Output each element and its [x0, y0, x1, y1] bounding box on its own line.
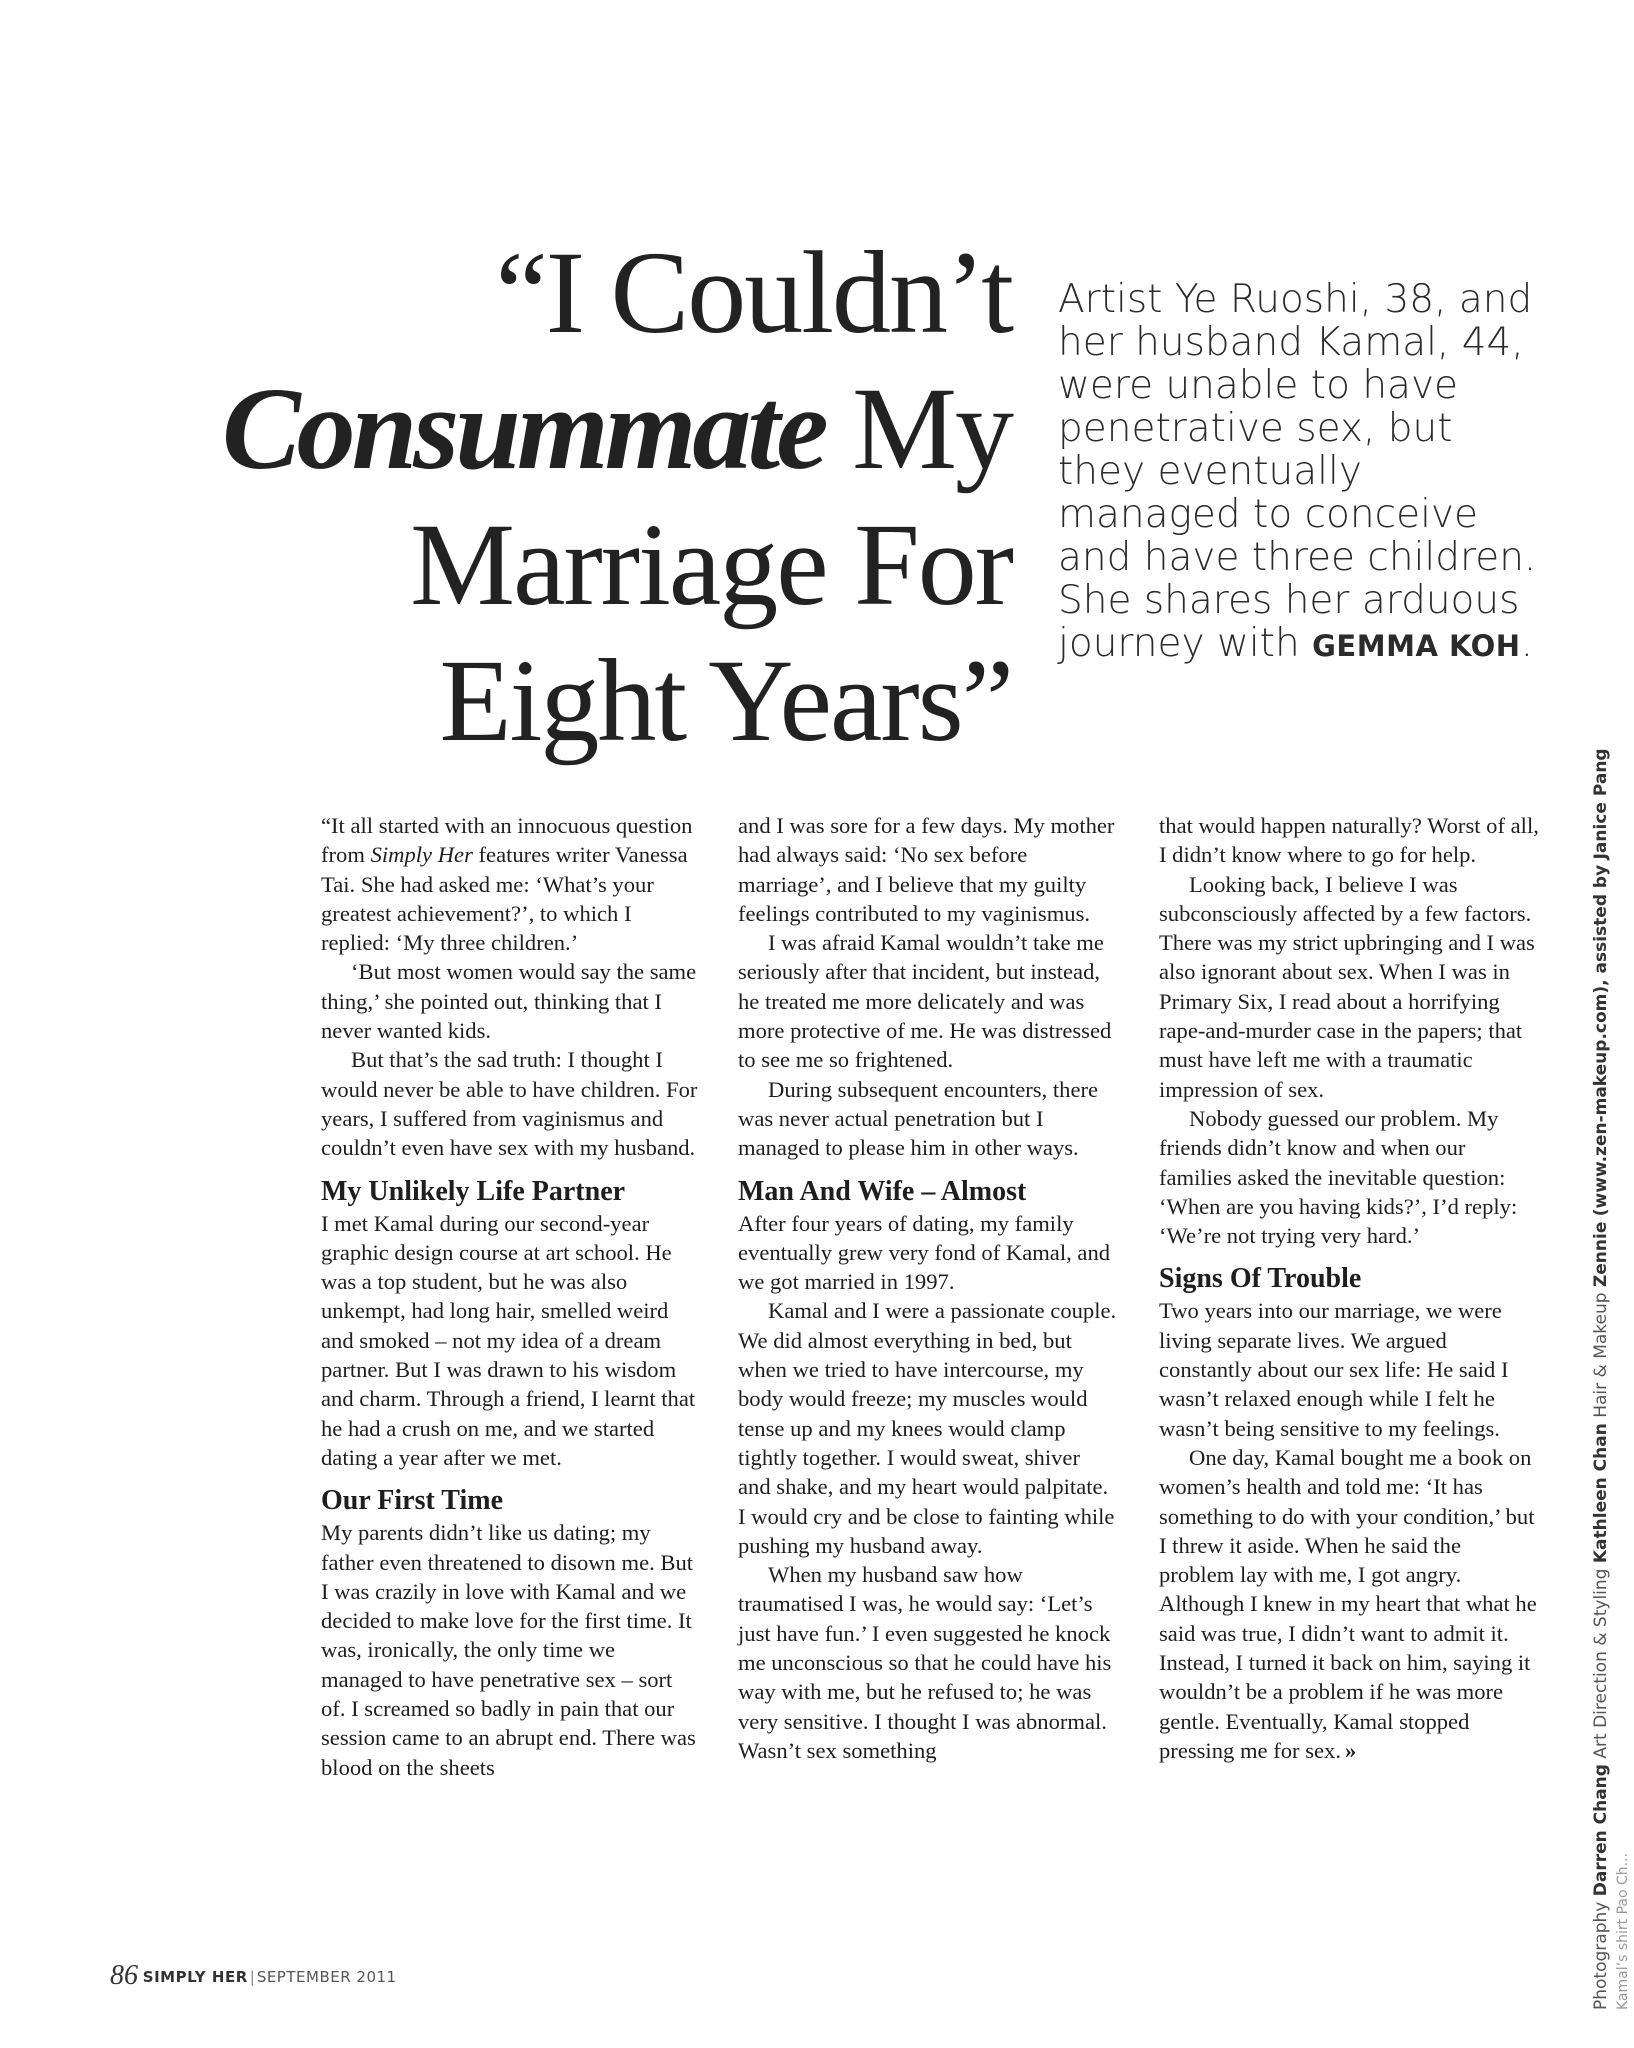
headline-line-1: [12, 225, 1012, 361]
article-column-3: [1159, 811, 1539, 1765]
page-number: 86: [110, 1960, 138, 1991]
credit-name: Zennie: [1591, 1221, 1611, 1288]
paragraph: I was afraid Kamal wouldn’t take me seriously after that incident, but instead, he treated me more delicately and was more protective of me. He was distressed to see me so frightened.: [738, 930, 1112, 1073]
paragraph: that would happen naturally? Worst of all, I didn’t know where to go for help.: [1159, 813, 1539, 868]
standfirst-end: .: [1520, 621, 1533, 666]
issue-date: SEPTEMBER 2011: [256, 1968, 397, 1986]
close-quote: ”: [961, 635, 1012, 766]
paragraph: ‘But most women would say the same thing,’ she pointed out, thinking that I never wanted kids.: [321, 959, 697, 1044]
text: features writer Vanessa Tai. She had asked me: ‘What’s your greatest achievement?’, to which I replied: ‘My three children.’: [321, 842, 688, 956]
author-byline: GEMMA KOH: [1312, 629, 1521, 663]
paragraph: [1159, 1443, 1539, 1765]
headline-italic-word: Consummate: [221, 363, 825, 494]
paragraph: During subsequent encounters, there was never actual penetration but I managed to please him in other ways.: [738, 1076, 1099, 1161]
credits-line-1: [1590, 748, 1612, 2010]
credit-label: Art Direction & Styling: [1591, 1568, 1611, 1759]
headline-text-1: I Couldn’t: [545, 227, 1012, 358]
credits-line-2: Kamal’s shirt Pao Ch...: [1615, 1853, 1631, 2010]
paragraph: My parents didn’t like us dating; my father even threatened to disown me. But I was crazily in love with Kamal and we decided to make love for the first time. It was, ironically, the only time we managed to have penetrative sex – sort of. I screamed so badly in pain that our session came to an abrupt end. There was blood on the sheets: [321, 1520, 696, 1780]
continued-arrow-icon: »: [1344, 1737, 1357, 1763]
paragraph: Nobody guessed our problem. My friends didn’t know and when our families asked the inevitable question: ‘When are you having kids?’, I’d reply: ‘We’re not trying very hard.’: [1159, 1105, 1518, 1249]
credit-name: Janice Pang: [1591, 748, 1611, 860]
headline: [12, 225, 1012, 769]
paragraph: But that’s the sad truth: I thought I would never be able to have children. For years, I suffered from vaginismus and couldn’t even have sex with my husband.: [321, 1047, 698, 1161]
photo-credits: [1590, 748, 1634, 2010]
subheading: Our First Time: [321, 1485, 503, 1517]
paragraph: I met Kamal during our second-year graphic design course at art school. He was a top student, but he was also unkempt, had long hair, smelled weird and smoked – not my idea of a dream partner. But I was drawn to his wisdom and charm. Through a friend, I learnt that he had a crush on me, and we started dating a year after we met.: [321, 1210, 696, 1470]
headline-line-4: [12, 633, 1012, 769]
credit-site: (www.zen-makeup.com), assisted by: [1591, 864, 1611, 1217]
headline-line-3: Marriage For: [410, 499, 1012, 630]
credit-label: Hair & Makeup: [1591, 1292, 1611, 1418]
magazine-name: SIMPLY HER: [142, 1968, 248, 1986]
paragraph: After four years of dating, my family eventually grew very fond of Kamal, and we got married in 1997.: [738, 1210, 1111, 1295]
standfirst: [1058, 278, 1548, 668]
article-column-1: [321, 811, 701, 1782]
headline-text-4: Eight Years: [439, 635, 962, 766]
paragraph: Two years into our marriage, we were living separate lives. We argued constantly about our sex life: He said I wasn’t relaxed enough while I felt he wasn’t being sensitive to my feelings.: [1159, 1298, 1509, 1441]
paragraph: [321, 811, 701, 957]
open-quote: “: [495, 227, 546, 358]
subheading: Signs Of Trouble: [1159, 1263, 1362, 1295]
magazine-title-italic: Simply Her: [370, 842, 473, 868]
text: One day, Kamal bought me a book on women’s health and told me: ‘It has something to do with your condition,’ but I threw it aside. When he said the problem lay with me, I got angry. Although I knew in my heart that what he said was true, I didn’t want to admit it. Instead, I turned it back on him, saying it wouldn’t be a problem if he was more gentle. Eventually, Kamal stopped pressing me for sex.: [1159, 1444, 1537, 1763]
headline-text-2: My: [852, 363, 1012, 494]
footer-separator: |: [249, 1968, 255, 1986]
article-column-2: [738, 811, 1118, 1765]
text: “It all started with an innocuous question from: [321, 813, 693, 868]
credit-name: Kathleen Chan: [1591, 1423, 1611, 1564]
subheading: My Unlikely Life Partner: [321, 1175, 626, 1207]
credit-name: Darren Chang: [1591, 1764, 1611, 1897]
page-footer: [110, 1960, 397, 1992]
credit-label: Photography: [1591, 1901, 1611, 2010]
paragraph: Looking back, I believe I was subconsciously affected by a few factors. There was my strict upbringing and I was also ignorant about sex. When I was in Primary Six, I read about a horrifying rape-and-murder case in the papers; that must have left me with a traumatic impression of sex.: [1159, 871, 1535, 1102]
headline-line-2: [12, 361, 1012, 497]
standfirst-text: Artist Ye Ruoshi, 38, and her husband Kamal, 44, were unable to have penetrative sex, but they eventually managed to conceive and have three children. She shares her arduous journey with: [1058, 277, 1537, 666]
paragraph: and I was sore for a few days. My mother had always said: ‘No sex before marriage’, and I believe that my guilty feelings contributed to my vaginismus.: [738, 813, 1115, 926]
subheading: Man And Wife – Almost: [738, 1175, 1027, 1207]
paragraph: Kamal and I were a passionate couple. We did almost everything in bed, but when we tried to have intercourse, my body would freeze; my muscles would tense up and my knees would clamp tightly together. I would sweat, shiver and shake, and my heart would palpitate. I would cry and be close to fainting while pushing my husband away.: [738, 1298, 1117, 1558]
paragraph: When my husband saw how traumatised I was, he would say: ‘Let’s just have fun.’ I even suggested he knock me unconscious so that he could have his way with me, but he refused to; he was very sensitive. I thought I was abnormal. Wasn’t sex something: [738, 1562, 1112, 1763]
